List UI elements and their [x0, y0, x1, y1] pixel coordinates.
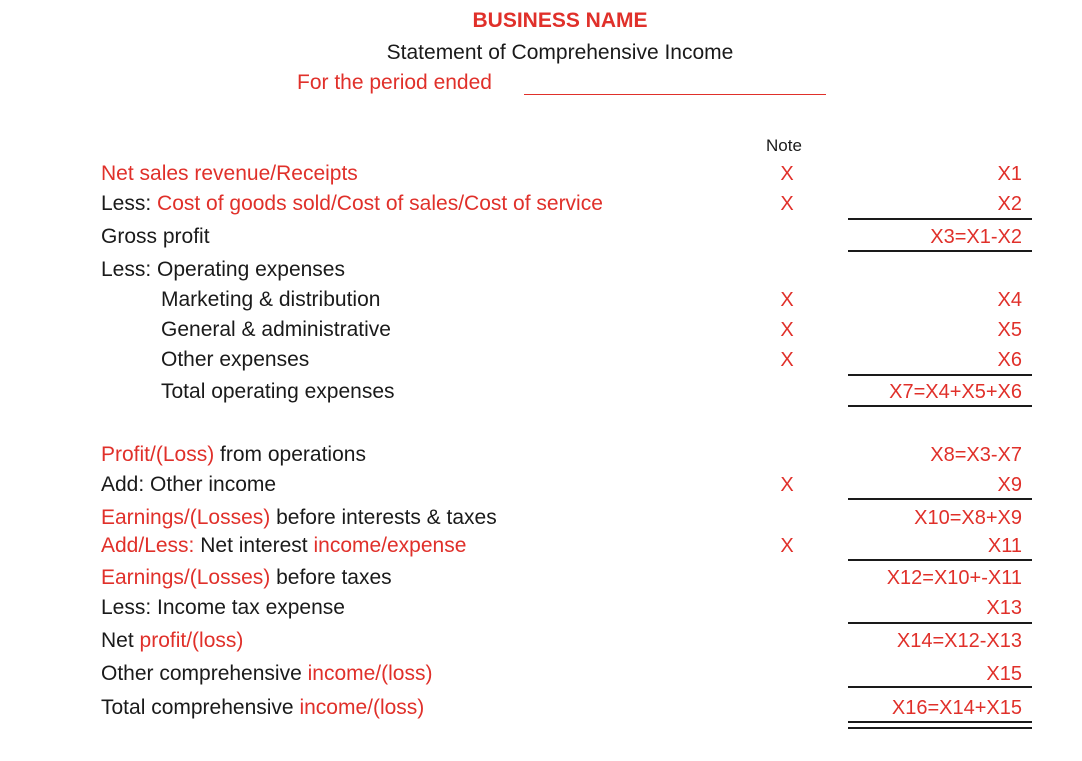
net-profit-amount: X14=X12-X13: [896, 630, 1022, 652]
note-mark: X: [780, 193, 794, 215]
total-ci-black: Total comprehensive: [101, 696, 300, 719]
total-opex-label: Total operating expenses: [161, 380, 395, 403]
note-mark: X: [780, 535, 794, 557]
other-income-amount: X9: [997, 474, 1022, 496]
underline-rule: [848, 498, 1032, 500]
underline-rule: [848, 250, 1032, 252]
net-profit-label: [101, 629, 243, 653]
net-profit-red: profit/(loss): [139, 629, 244, 652]
ebt-label: [101, 566, 392, 590]
oci-black: Other comprehensive: [101, 662, 308, 685]
other-income-label: Add: Other income: [101, 473, 277, 496]
gross-profit-amount: X3=X1-X2: [930, 226, 1022, 248]
double-underline-rule: [848, 721, 1032, 729]
general-admin-label: General & administrative: [161, 318, 391, 341]
note-column-header: Note: [766, 136, 802, 155]
other-expenses-amount: X6: [997, 349, 1022, 371]
underline-rule: [848, 218, 1032, 220]
note-mark: X: [780, 163, 794, 185]
oci-amount: X15: [986, 663, 1022, 685]
income-tax-label: Less: Income tax expense: [101, 596, 345, 619]
ebit-amount: X10=X8+X9: [914, 507, 1022, 529]
gross-profit-label: Gross profit: [101, 225, 210, 248]
total-ci-amount: X16=X14+X15: [891, 697, 1022, 719]
general-admin-amount: X5: [997, 319, 1022, 341]
net-interest-amount: X11: [987, 535, 1022, 557]
profit-operations-rest: from operations: [214, 443, 366, 466]
profit-operations-label: [101, 443, 366, 467]
underline-rule: [848, 374, 1032, 376]
oci-label: [101, 662, 432, 686]
ebt-rest: before taxes: [270, 566, 392, 589]
marketing-amount: X4: [997, 289, 1022, 311]
ebt-red: Earnings/(Losses): [101, 566, 271, 589]
net-sales-amount: X1: [997, 163, 1022, 185]
net-interest-label: [101, 534, 466, 558]
income-tax-amount: X13: [986, 597, 1022, 619]
net-sales-label: Net sales revenue/Receipts: [101, 162, 358, 185]
opex-header-label: Less: Operating expenses: [101, 258, 345, 281]
net-interest-red2: income/expense: [313, 534, 467, 557]
total-ci-red: income/(loss): [299, 696, 425, 719]
marketing-label: Marketing & distribution: [161, 288, 381, 311]
cogs-amount: X2: [997, 193, 1022, 215]
note-mark: X: [780, 289, 794, 311]
business-name: BUSINESS NAME: [472, 9, 648, 32]
period-blank-line: [524, 94, 826, 95]
other-expenses-label: Other expenses: [161, 348, 310, 371]
profit-operations-amount: X8=X3-X7: [930, 444, 1022, 466]
note-mark: X: [780, 319, 794, 341]
net-interest-mid: Net interest: [194, 534, 314, 557]
oci-red: income/(loss): [307, 662, 433, 685]
underline-rule: [848, 622, 1032, 624]
ebit-rest: before interests & taxes: [270, 506, 497, 529]
total-opex-amount: X7=X4+X5+X6: [889, 381, 1022, 403]
ebit-label: [101, 506, 497, 530]
total-ci-label: [101, 696, 424, 720]
profit-operations-red: Profit/(Loss): [101, 443, 215, 466]
statement-title: Statement of Comprehensive Income: [386, 41, 734, 64]
underline-rule: [848, 559, 1032, 561]
cogs-row-label: [101, 192, 603, 216]
cogs-prefix: Less:: [101, 192, 158, 215]
net-profit-black: Net: [101, 629, 140, 652]
cogs-label: Cost of goods sold/Cost of sales/Cost of service: [157, 192, 603, 215]
ebit-red: Earnings/(Losses): [101, 506, 271, 529]
note-mark: X: [780, 349, 794, 371]
underline-rule: [848, 405, 1032, 407]
note-mark: X: [780, 474, 794, 496]
ebt-amount: X12=X10+-X11: [886, 567, 1022, 589]
underline-rule: [848, 686, 1032, 688]
period-label: For the period ended: [297, 71, 492, 94]
net-interest-red1: Add/Less:: [101, 534, 195, 557]
